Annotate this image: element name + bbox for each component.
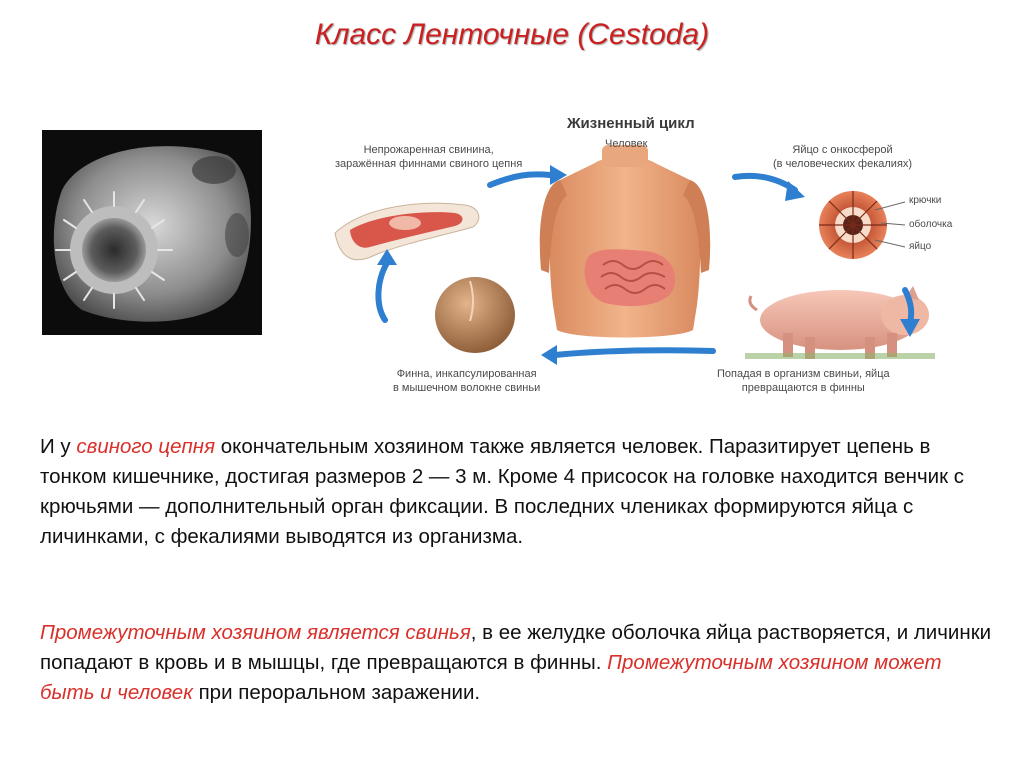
pig-caption-line-2: превращаются в финны xyxy=(741,382,865,394)
cyst-caption-line-1: Финна, инкапсулированная xyxy=(396,368,537,380)
egg-caption xyxy=(773,143,912,171)
pig-caption-line-1: Попадая в организм свиньи, яйца xyxy=(717,368,890,380)
human-label: Человек xyxy=(605,138,648,150)
shell-label: оболочка xyxy=(909,219,953,230)
paragraph1-body: окончательным хозяином также является человек. Паразитирует цепень в тонком кишечнике, достигая размеров 2 — 3 м. Кроме 4 присосок на головке находится венчик с крючьями — дополнительный орган фиксации. В последних члениках формируются яйца с личинками, с фекалиями выводятся из организма. xyxy=(40,435,965,548)
finna-cyst xyxy=(435,277,515,353)
cycle-title: Жизненный цикл xyxy=(567,115,695,132)
egg-oncosphere xyxy=(819,191,905,259)
pig-caption xyxy=(717,367,890,395)
life-cycle-diagram xyxy=(305,105,985,415)
human-intermediate-host-term: Промежуточным хозяином может быть и человек xyxy=(40,651,942,704)
cyst-caption xyxy=(393,367,540,395)
egg-caption-line-1: Яйцо с онкосферой xyxy=(792,144,893,156)
paragraph-definitive-host xyxy=(40,432,1000,552)
slide-title: Класс Ленточные (Cestoda) xyxy=(314,18,710,51)
pork-tapeworm-term: свиного цепня xyxy=(76,435,216,458)
egg-part-label: яйцо xyxy=(909,241,932,252)
pork-caption-line-1: Непрожаренная свинина, xyxy=(363,144,494,156)
pork-caption xyxy=(335,143,522,171)
egg-caption-line-2: (в человеческих фекалиях) xyxy=(773,158,913,170)
raw-pork xyxy=(335,203,479,259)
scolex-photo xyxy=(42,130,262,335)
pig-intermediate-host-term: Промежуточным хозяином является свинья xyxy=(40,621,471,644)
pork-caption-line-2: заражённая финнами свиного цепня xyxy=(335,158,523,170)
scolex-illustration xyxy=(42,130,262,335)
hooks-label: крючки xyxy=(909,195,942,206)
human-torso xyxy=(540,145,710,338)
paragraph1-lead: И у xyxy=(40,435,77,458)
paragraph2-body-2: при пероральном заражении. xyxy=(192,681,481,704)
cyst-caption-line-2: в мышечном волокне свиньи xyxy=(393,382,541,394)
paragraph-intermediate-host xyxy=(40,618,1000,708)
paragraph2-body-1: , в ее желудке оболочка яйца растворяется, и личинки попадают в кровь и в мышцы, где превращаются в финны. xyxy=(40,621,992,674)
